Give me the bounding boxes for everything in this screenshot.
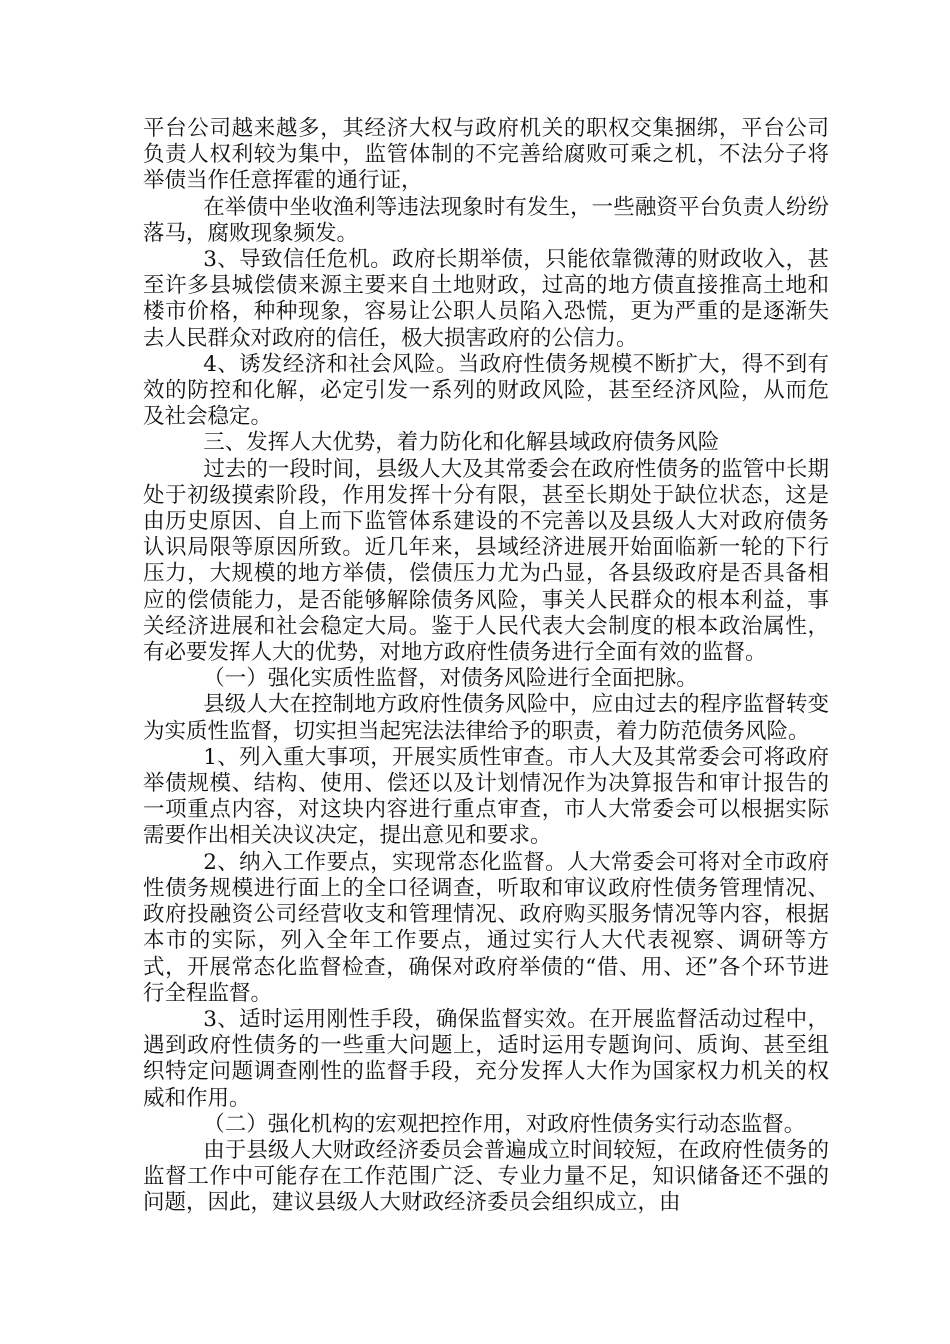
paragraph-5: 过去的一段时间，县级人大及其常委会在政府性债务的监管中长期处于初级摸索阶段，作用发挥十分有限，甚至长期处于缺位状态，这是由历史原因、自上而下监管体系建设的不完善以及县级人大对政府债务认识局限等原因所致。近几年来，县域经济进展开始面临新一轮的下行压力，大规模的地方举债，偿债压力尤为凸显，各县级政府是否具备相应的偿债能力，是否能够解除债务风险，事关人民群众的根本利益，事关经济进展和社会稳定大局。鉴于人民代表大会制度的根本政治属性，有必要发挥人大的优势，对地方政府性债务进行全面有效的监督。: [143, 456, 829, 666]
subheading-1: （一）强化实质性监督，对债务风险进行全面把脉。: [203, 666, 698, 692]
paragraph-8: 2、纳入工作要点，实现常态化监督。人大常委会可将对全市政府性债务规模进行面上的全口径调查，听取和审议政府性债务管理情况、政府投融资公司经营收支和管理情况、政府购买服务情况等内容，根据本市的实际，列入全年工作要点，通过实行人大代表视察、调研等方式，开展常态化监督检查，确保对政府举债的“借、用、还”各个环节进行全程监督。: [143, 849, 829, 1006]
section-heading-3: 三、发挥人大优势，着力防化和化解县域政府债务风险: [203, 430, 720, 456]
document-page: [143, 116, 829, 1217]
paragraph-2: 在举债中坐收渔利等违法现象时有发生，一些融资平台负责人纷纷落马，腐败现象频发。: [143, 194, 829, 246]
paragraph-7: 1、列入重大事项，开展实质性审查。市人大及其常委会可将政府举债规模、结构、使用、偿还以及计划情况作为决算报告和审计报告的一项重点内容，对这块内容进行重点审查，市人大常委会可以根据实际需要作出相关决议决定，提出意见和要求。: [143, 744, 829, 849]
paragraph-6: 县级人大在控制地方政府性债务风险中，应由过去的程序监督转变为实质性监督，切实担当起宪法法律给予的职责，着力防范债务风险。: [143, 692, 829, 744]
subheading-2: （二）强化机构的宏观把控作用，对政府性债务实行动态监督。: [203, 1111, 806, 1137]
paragraph-9: 3、适时运用刚性手段，确保监督实效。在开展监督活动过程中，遇到政府性债务的一些重大问题上，适时运用专题询问、质询、甚至组织特定问题调查刚性的监督手段，充分发挥人大作为国家权力机关的权威和作用。: [143, 1006, 829, 1111]
paragraph-3: 3、导致信任危机。政府长期举债，只能依靠微薄的财政收入，甚至许多县城偿债来源主要来自土地财政，过高的地方债直接推高土地和楼市价格，种种现象，容易让公职人员陷入恐慌，更为严重的是逐渐失去人民群众对政府的信任，极大损害政府的公信力。: [143, 247, 829, 351]
paragraph-4: 4、诱发经济和社会风险。当政府性债务规模不断扩大，得不到有效的防控和化解，必定引发一系列的财政风险，甚至经济风险，从而危及社会稳定。: [143, 351, 829, 430]
paragraph-10: 由于县级人大财政经济委员会普遍成立时间较短，在政府性债务的监督工作中可能存在工作范围广泛、专业力量不足，知识储备还不强的问题，因此，建议县级人大财政经济委员会组织成立，由: [143, 1137, 829, 1216]
paragraph-1: 平台公司越来越多，其经济大权与政府机关的职权交集捆绑，平台公司负责人权利较为集中，监管体制的不完善给腐败可乘之机，不法分子将举债当作任意挥霍的通行证，: [143, 116, 829, 194]
